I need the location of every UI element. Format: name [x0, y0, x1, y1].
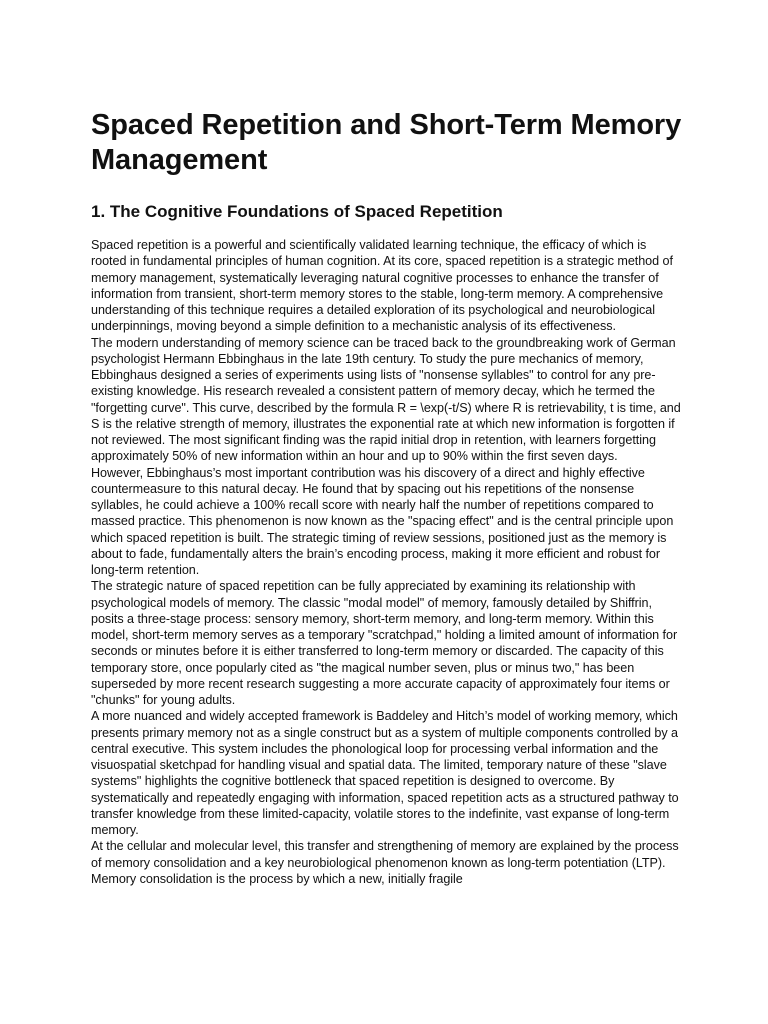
paragraph-spacing-effect: However, Ebbinghaus’s most important contribution was his discovery of a direct and highly effective countermeasure to this natural decay. He found that by spacing out his repetitions of the nonsense syllables, he could achieve a 100% recall score with nearly half the number of repetitions compared to massed practice. This phenomenon is now known as the "spacing effect" and is the central principle upon which spaced repetition is built. The strategic timing of review sessions, positioned just as the memory is about to fade, fundamentally alters the brain’s encoding process, making it more efficient and robust for long-term retention.	[91, 465, 674, 577]
document-page	[91, 108, 683, 887]
paragraph-modal-model: The strategic nature of spaced repetition can be fully appreciated by examining its relationship with psychological models of memory. The classic "modal model" of memory, famously detailed by Shiffrin, posits a three-stage process: sensory memory, short-term memory, and long-term memory. Within this model, short-term memory serves as a temporary "scratchpad," holding a limited amount of information for seconds or minutes before it is either transferred to long-term memory or discarded. The capacity of this temporary store, once popularly cited as "the magical number seven, plus or minus two," has been superseded by more recent research suggesting a more accurate capacity of approximately four items or "chunks" for young adults.	[91, 579, 678, 707]
paragraph-ebbinghaus: The modern understanding of memory science can be traced back to the groundbreaking work of German psychologist Hermann Ebbinghaus in the late 19th century. To study the pure mechanics of memory, Ebbinghaus designed a series of experiments using lists of "nonsense syllables" to control for any pre-existing knowledge. His research revealed a consistent pattern of memory decay, which he termed the "forgetting curve". This curve, described by the formula R = \exp(-t/S) where R is retrievability, t is time, and S is the relative strength of memory, illustrates the exponential rate at which new information is forgotten if not reviewed. The most significant finding was the rapid initial drop in retention, with learners forgetting approximately 50% of new information within an hour and up to 90% within the first seven days.	[91, 335, 681, 464]
document-body	[91, 237, 683, 887]
section-heading: 1. The Cognitive Foundations of Spaced Repetition	[91, 202, 503, 221]
paragraph-working-memory: A more nuanced and widely accepted framework is Baddeley and Hitch’s model of working memory, which presents primary memory not as a single construct but as a system of multiple components controlled by a central executive. This system includes the phonological loop for processing verbal information and the visuospatial sketchpad for handling visual and spatial data. The limited, temporary nature of these "slave systems" highlights the cognitive bottleneck that spaced repetition is designed to overcome. By systematically and repeatedly engaging with information, spaced repetition acts as a structured pathway to transfer knowledge from these limited-capacity, volatile stores to the indefinite, vast expanse of long-term memory.	[91, 709, 679, 837]
paragraph-consolidation: At the cellular and molecular level, this transfer and strengthening of memory are explained by the process of memory consolidation and a key neurobiological phenomenon known as long-term potentiation (LTP). Memory consolidation is the process by which a new, initially fragile	[91, 839, 679, 886]
document-title: Spaced Repetition and Short-Term Memory Management	[91, 109, 682, 176]
paragraph-intro: Spaced repetition is a powerful and scientifically validated learning technique, the efficacy of which is rooted in fundamental principles of human cognition. At its core, spaced repetition is a strategic method of memory management, systematically leveraging natural cognitive processes to enhance the transfer of information from transient, short-term memory stores to the stable, long-term memory. A comprehensive understanding of this technique requires a detailed exploration of its psychological and neurobiological underpinnings, moving beyond a simple definition to a mechanistic analysis of its effectiveness.	[91, 238, 673, 334]
